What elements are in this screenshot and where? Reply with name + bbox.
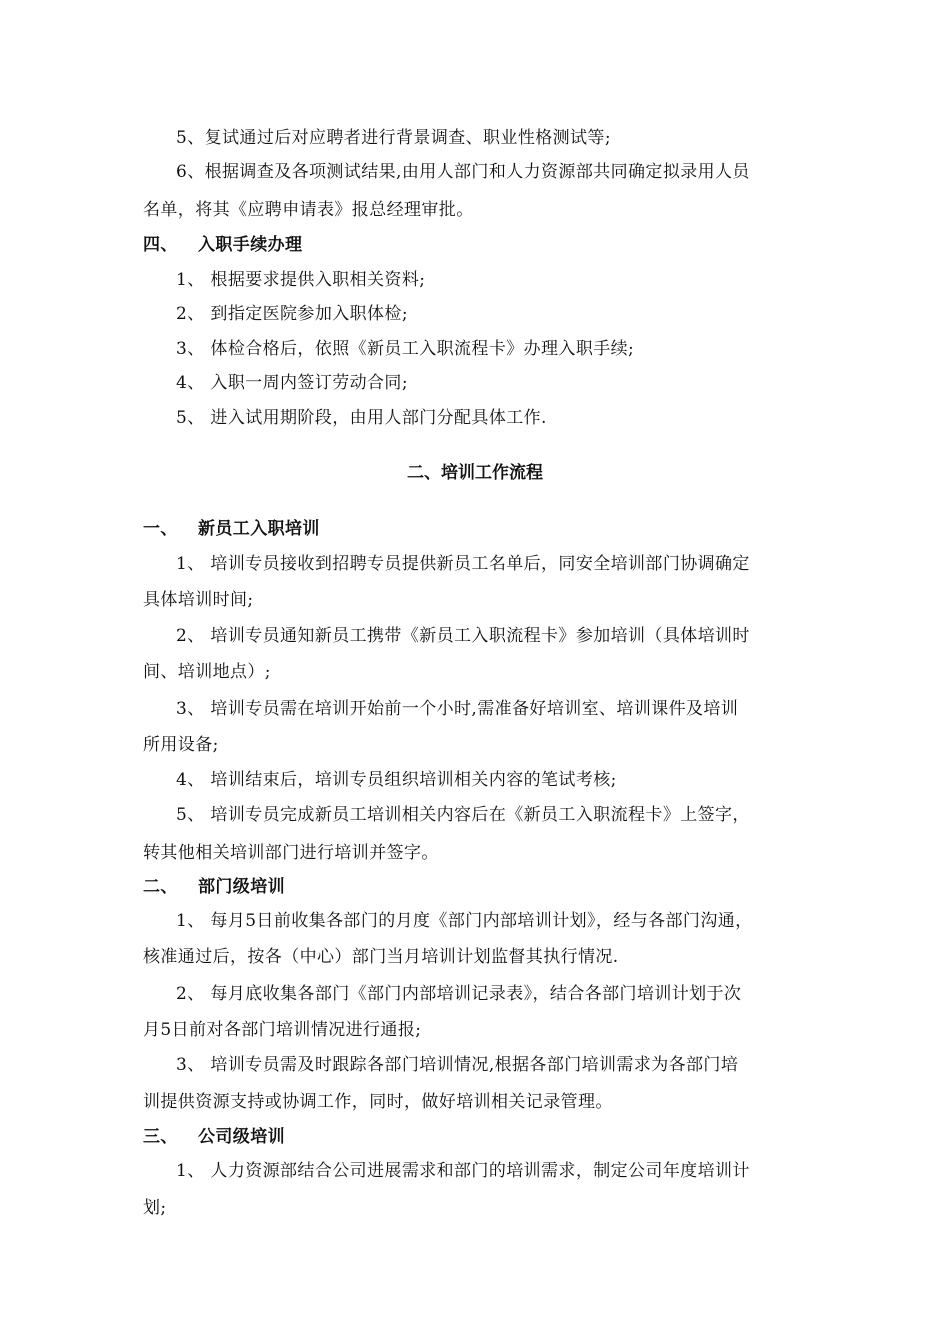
onboarding-item-5: 5、 进入试用期阶段，由用人部门分配具体工作. — [176, 408, 547, 428]
recruit-item-6: 6、根据调查及各项测试结果,由用人部门和人力资源部共同确定拟录用人员 — [176, 162, 750, 182]
onboarding-item-3: 3、 体检合格后，依照《新员工入职流程卡》办理入职手续; — [176, 339, 635, 359]
section-number: 二、 — [143, 877, 178, 897]
dept-item-2: 2、 每月底收集各部门《部门内部培训记录表》，结合各部门培训计划于次 — [176, 984, 742, 1004]
dept-item-3-cont: 训提供资源支持或协调工作，同时，做好培训相关记录管理。 — [143, 1092, 613, 1112]
section-heading-company-training — [143, 1124, 823, 1150]
company-item-1-cont: 划; — [143, 1198, 167, 1218]
dept-item-2-cont: 月5日前对各部门培训情况进行通报; — [143, 1020, 422, 1040]
training-item-1-cont: 具体培训时间; — [143, 590, 254, 610]
recruit-item-5: 5、复试通过后对应聘者进行背景调查、职业性格测试等; — [176, 128, 611, 148]
dept-item-1: 1、 每月5日前收集各部门的月度《部门内部培训计划》，经与各部门沟通， — [176, 911, 753, 931]
training-item-5: 5、 培训专员完成新员工培训相关内容后在《新员工入职流程卡》上签字， — [176, 805, 750, 825]
recruit-item-6-cont: 名单，将其《应聘申请表》报总经理审批。 — [143, 200, 474, 220]
onboarding-item-4: 4、 入职一周内签订劳动合同; — [176, 373, 408, 393]
training-item-2-cont: 间、培训地点）; — [143, 662, 271, 682]
training-item-1: 1、 培训专员接收到招聘专员提供新员工名单后，同安全培训部门协调确定 — [176, 554, 750, 574]
section-title: 部门级培训 — [198, 877, 285, 897]
section-number: 三、 — [143, 1127, 178, 1147]
dept-item-1-cont: 核准通过后，按各（中心）部门当月培训计划监督其执行情况. — [143, 947, 619, 967]
training-item-4: 4、 培训结束后，培训专员组织培训相关内容的笔试考核; — [176, 770, 617, 790]
company-item-1: 1、 人力资源部结合公司进展需求和部门的培训需求，制定公司年度培训计 — [176, 1161, 750, 1181]
section-heading-department-training — [143, 874, 823, 900]
onboarding-item-2: 2、 到指定医院参加入职体检; — [176, 304, 408, 324]
section-heading-onboarding — [143, 232, 823, 258]
section-number: 一、 — [143, 519, 178, 539]
section-heading-new-employee-training — [143, 516, 823, 542]
training-item-3-cont: 所用设备; — [143, 735, 219, 755]
training-item-3: 3、 培训专员需在培训开始前一个小时,需准备好培训室、培训课件及培训 — [176, 699, 739, 719]
dept-item-3: 3、 培训专员需及时跟踪各部门培训情况,根据各部门培训需求为各部门培 — [176, 1055, 739, 1075]
section-number: 四、 — [143, 235, 178, 255]
training-item-2: 2、 培训专员通知新员工携带《新员工入职流程卡》参加培训（具体培训时 — [176, 626, 750, 646]
section-title: 新员工入职培训 — [198, 519, 320, 539]
training-item-5-cont: 转其他相关培训部门进行培训并签字。 — [143, 843, 439, 863]
section-title: 入职手续办理 — [198, 235, 303, 255]
onboarding-item-1: 1、 根据要求提供入职相关资料; — [176, 270, 426, 290]
part-title-training: 二、培训工作流程 — [407, 463, 543, 483]
section-title: 公司级培训 — [198, 1127, 285, 1147]
